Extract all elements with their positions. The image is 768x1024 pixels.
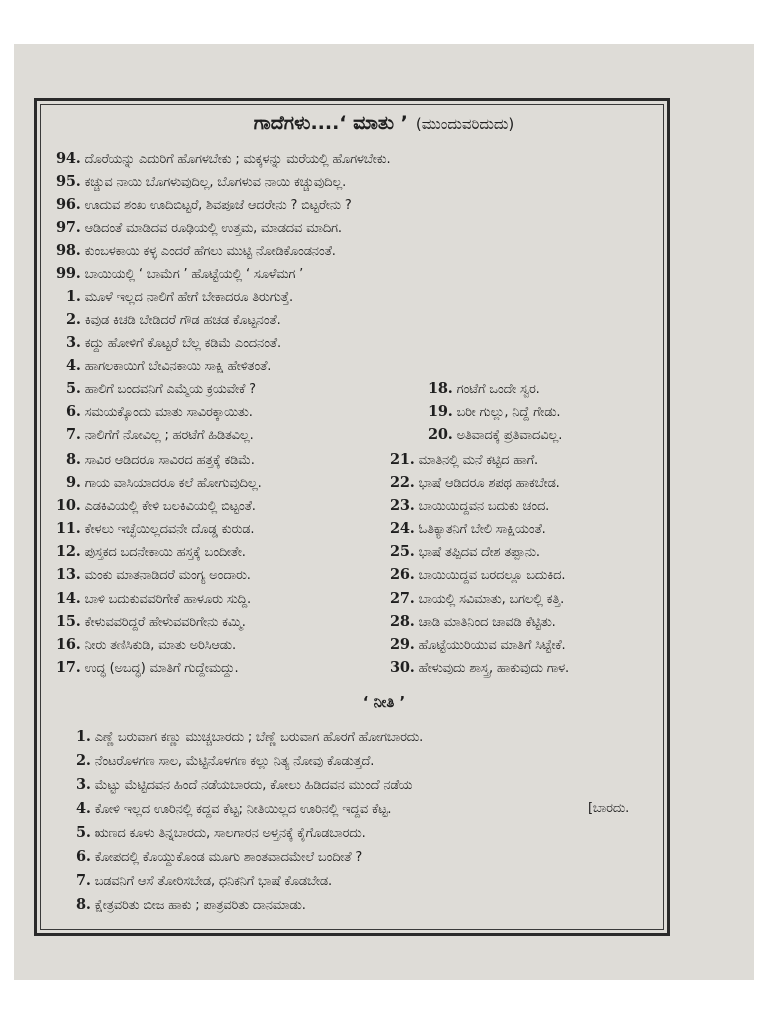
proverb-line-left: 16. ನೀರು ತಣಿಸಿಕುಡಿ, ಮಾತು ಅರಿಸಿಆಡು.	[56, 636, 236, 653]
proverb-line-left: 10. ಎಡಕಿವಿಯಲ್ಲಿ ಕೇಳಿ ಬಲಕಿವಿಯಲ್ಲಿ ಬಿಟ್ಟಂತೆ.	[56, 497, 256, 514]
proverb-line: 99. ಬಾಯಿಯಲ್ಲಿ ‘ ಬಾಮೆಗ ’ ಹೊಟ್ಟೆಯಲ್ಲಿ ‘ ಸೂಳೆಮಗ ’	[56, 265, 304, 282]
proverb-line-right: 27. ಬಾಯಲ್ಲಿ ಸವಿಮಾತು, ಬಗಲಲ್ಲಿ ಕತ್ತಿ.	[390, 590, 565, 607]
title-subtitle: (ಮುಂದುವರಿದುದು)	[415, 115, 515, 133]
proverb-line-left: 15. ಕೇಳುವವರಿದ್ದರೆ ಹೇಳುವವರಿಗೇನು ಕಮ್ಮಿ.	[56, 613, 246, 630]
proverb-line: 3. ಕದ್ದು ಹೋಳಿಗೆ ಕೊಟ್ಟರೆ ಬೆಲ್ಲ ಕಡಿಮೆ ಎಂದನಂತೆ.	[66, 334, 281, 351]
proverb-line-left: 8. ಸಾವಿರ ಆಡಿದರೂ ಸಾವಿರದ ಹತ್ತಕ್ಕೆ ಕಡಿಮೆ.	[66, 451, 255, 468]
proverb-line-right: 23. ಬಾಯಿಯಿದ್ದವನ ಬದುಕು ಚಂದ.	[390, 497, 550, 514]
page-title	[0, 112, 768, 134]
proverb-line-left: 14. ಬಾಳಿ ಬದುಕುವವರಿಗೇಕೆ ಹಾಳೂರು ಸುದ್ದಿ.	[56, 590, 251, 607]
proverb-line: 98. ಕುಂಬಳಕಾಯಿ ಕಳ್ಳ ಎಂದರೆ ಹೆಗಲು ಮುಟ್ಟಿ ನೋಡಿಕೊಂಡನಂತೆ.	[56, 242, 336, 259]
proverb-line: 96. ಊದುವ ಶಂಖ ಊದಿಬಿಟ್ಟರೆ, ಶಿವಪೂಜೆ ಆದರೇನು ? ಬಿಟ್ಟರೇನು ?	[56, 196, 352, 213]
proverb-line-right: 28. ಚಾಡಿ ಮಾತಿನಿಂದ ಚಾವಡಿ ಕೆಟ್ಟಿತು.	[390, 613, 556, 630]
niti-line: 2. ನೆಂಟರೊಳಗಣ ಸಾಲ, ಮೆಟ್ಟಿನೊಳಗಣ ಕಲ್ಲು ನಿತ್ಯ ನೋವು ಕೊಡುತ್ತದೆ.	[76, 752, 375, 769]
niti-line-tail: [ಬಾರದು.	[588, 801, 630, 816]
proverb-line-left: 17. ಉದ್ಧ (ಅಬದ್ಧ) ಮಾತಿಗೆ ಗುದ್ದೇಮದ್ದು.	[56, 659, 239, 676]
proverb-line-left: 11. ಕೇಳಲು ಇಚ್ಛೆಯಿಲ್ಲದವನೇ ದೊಡ್ಡ ಕುರುಡ.	[56, 520, 255, 537]
title-text: ಗಾದೆಗಳು....‘ ಮಾತು ’	[253, 112, 408, 134]
proverb-line-left: 13. ಮಂಕು ಮಾತನಾಡಿದರೆ ಮಂಗ್ಯ ಅಂದಾರು.	[56, 566, 251, 583]
niti-line: 8. ಕ್ಷೇತ್ರವರಿತು ಬೀಜ ಹಾಕು ; ಪಾತ್ರವರಿತು ದಾನಮಾಡು.	[76, 896, 306, 913]
section-title-niti: ‘ ನೀತಿ ’	[362, 693, 406, 711]
proverb-line-right: 29. ಹೊಟ್ಟೆಯುರಿಯುವ ಮಾತಿಗೆ ಸಿಟ್ಟೇಕೆ.	[390, 636, 566, 653]
niti-line: 1. ಎಣ್ಣೆ ಬರುವಾಗ ಕಣ್ಣು ಮುಚ್ಚಬಾರದು ; ಬೆಣ್ಣೆ ಬರುವಾಗ ಹೊರಗೆ ಹೋಗಬಾರದು.	[76, 728, 424, 745]
proverb-line-right: 19. ಬರೀ ಗುಲ್ಲು, ನಿದ್ದೆ ಗೇಡು.	[428, 403, 561, 420]
proverb-line: 2. ಕಿವುಡ ಕಿಚಡಿ ಬೇಡಿದರೆ ಗೌಡ ಹಚಡ ಕೊಟ್ಟನಂತೆ.	[66, 311, 281, 328]
niti-line: 7. ಬಡವನಿಗೆ ಆಸೆ ತೋರಿಸಬೇಡ, ಧನಿಕನಿಗೆ ಭಾಷೆ ಕೊಡಬೇಡ.	[76, 872, 332, 889]
proverb-line-right: 21. ಮಾತಿನಲ್ಲಿ ಮನೆ ಕಟ್ಟಿದ ಹಾಗೆ.	[390, 451, 538, 468]
proverb-line-left: 7. ನಾಲಿಗೆಗೆ ನೋವಿಲ್ಲ ; ಹರಟೆಗೆ ಹಿಡಿತವಿಲ್ಲ.	[66, 426, 254, 443]
proverb-line-right: 18. ಗಂಟೆಗೆ ಒಂದೇ ಸ್ವರ.	[428, 380, 540, 397]
proverb-line: 95. ಕಚ್ಚುವ ನಾಯಿ ಬೊಗಳುವುದಿಲ್ಲ, ಬೊಗಳುವ ನಾಯಿ ಕಚ್ಚುವುದಿಲ್ಲ.	[56, 173, 347, 190]
niti-line: 4. ಕೋಳಿ ಇಲ್ಲದ ಊರಿನಲ್ಲಿ ಕದ್ದವ ಕೆಟ್ಟ; ನೀತಿಯಿಲ್ಲದ ಊರಿನಲ್ಲಿ ಇದ್ದವ ಕೆಟ್ಟ.	[76, 800, 392, 817]
proverb-line-left: 12. ಪುಸ್ತಕದ ಬದನೇಕಾಯಿ ಹಸ್ತಕ್ಕೆ ಬಂದೀತೇ.	[56, 543, 246, 560]
niti-line: 3. ಮೆಟ್ಟು ಮೆಟ್ಟಿದವನ ಹಿಂದೆ ನಡೆಯಬಾರದು, ಕೋಲು ಹಿಡಿದವನ ಮುಂದೆ ನಡೆಯ	[76, 776, 413, 793]
proverb-line-left: 6. ಸಮಯಕ್ಕೊಂದು ಮಾತು ಸಾವಿರಕ್ಕಾಯಿತು.	[66, 403, 253, 420]
proverb-line: 4. ಹಾಗಲಕಾಯಿಗೆ ಬೇವಿನಕಾಯಿ ಸಾಕ್ಷಿ ಹೇಳಿತಂತೆ.	[66, 357, 272, 374]
proverb-line-right: 24. ಓತಿಕ್ಯಾತನಿಗೆ ಬೇಲಿ ಸಾಕ್ಷಿಯಂತೆ.	[390, 520, 546, 537]
proverb-line-right: 30. ಹೇಳುವುದು ಶಾಸ್ತ್ರ, ಹಾಕುವುದು ಗಾಳ.	[390, 659, 569, 676]
niti-line: 5. ಋಣದ ಕೂಳು ತಿನ್ನಬಾರದು, ಸಾಲಗಾರನ ಅಳ್ತನಕ್ಕೆ ಕೈಗೊಡಬಾರದು.	[76, 824, 366, 841]
proverb-line-right: 26. ಬಾಯಿಯಿದ್ದವ ಬರದಲ್ಲೂ ಬದುಕಿದ.	[390, 566, 566, 583]
proverb-line-right: 20. ಅತಿವಾದಕ್ಕೆ ಪ್ರತಿವಾದವಿಲ್ಲ.	[428, 426, 563, 443]
proverb-line: 1. ಮೂಳೆ ಇಲ್ಲದ ನಾಲಿಗೆ ಹೇಗೆ ಬೇಕಾದರೂ ತಿರುಗುತ್ತೆ.	[66, 288, 293, 305]
proverb-line-right: 25. ಭಾಷೆ ತಪ್ಪಿದವ ದೇಶ ತಪ್ಪಾನು.	[390, 543, 540, 560]
niti-line: 6. ಕೋಪದಲ್ಲಿ ಕೊಯ್ದುಕೊಂಡ ಮೂಗು ಶಾಂತವಾದಮೇಲೆ ಬಂದೀತೆ ?	[76, 848, 363, 865]
proverb-line-left: 9. ಗಾಯ ವಾಸಿಯಾದರೂ ಕಲೆ ಹೋಗುವುದಿಲ್ಲ.	[66, 474, 262, 491]
proverb-line: 97. ಆಡಿದಂತೆ ಮಾಡಿದವ ರೂಢಿಯಲ್ಲಿ ಉತ್ತಮ, ಮಾಡದವ ಮಾದಿಗ.	[56, 219, 342, 236]
proverb-line-left: 5. ಹಾಲಿಗೆ ಬಂದವನಿಗೆ ಎಮ್ಮೆಯ ಕ್ರಯವೇಕೆ ?	[66, 380, 256, 397]
proverb-line-right: 22. ಭಾಷೆ ಆಡಿದರೂ ಶಪಥ ಹಾಕಬೇಡ.	[390, 474, 560, 491]
proverb-line: 94. ದೊರೆಯನ್ನು ಎದುರಿಗೆ ಹೊಗಳಬೇಕು ; ಮಕ್ಕಳನ್ನು ಮರೆಯಲ್ಲಿ ಹೊಗಳಬೇಕು.	[56, 150, 391, 167]
